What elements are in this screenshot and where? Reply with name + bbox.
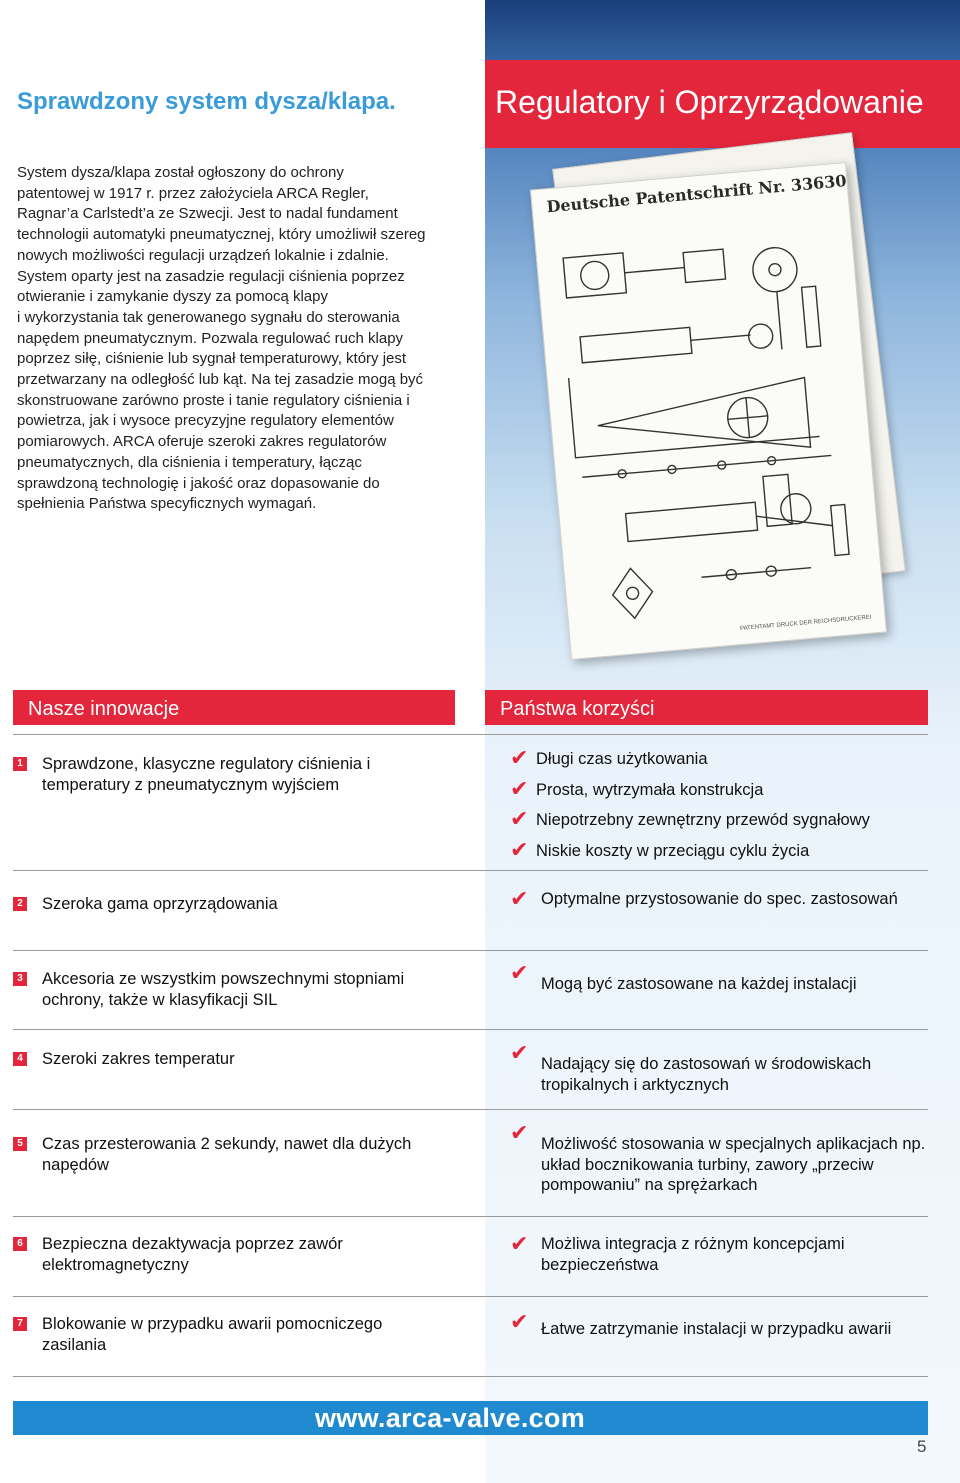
divider [13, 1109, 928, 1110]
benefit-text: Nadający się do zastosowań w środowiskach tropikalnych i arktycznych [541, 1055, 872, 1094]
innovation-text: Bezpieczna dezaktywacja poprzez zawór elektromagnetyczny [42, 1235, 343, 1274]
check-icon: ✔ [510, 960, 529, 985]
intro-line: System dysza/klapa został ogłoszony do ochrony [17, 164, 344, 181]
intro-line: poprzez siłę, ciśnienie lub sygnał temperaturowy, który jest [17, 350, 407, 368]
benefit-text: Mogą być zastosowane na każdej instalacji [541, 975, 857, 993]
patent-drawing [541, 204, 876, 639]
benefit-text: Długi czas użytkowania [536, 750, 708, 768]
benefit-text: Niskie koszty w przeciągu cyklu życia [536, 841, 810, 860]
page-title: Regulatory i Oprzyrządowanie [495, 84, 924, 120]
intro-line: Ragnar’a Carlstedt’a ze Szwecji. Jest to nadal fundament [17, 205, 398, 223]
benefit-text: Niepotrzebny zewnętrzny przewód sygnałowy [536, 811, 870, 829]
intro-line: nowych możliwości regulacji urządzeń lokalnie i zdalnie. [17, 246, 389, 264]
divider [13, 950, 928, 951]
check-icon: ✔ [510, 1040, 529, 1065]
benefit-item [510, 745, 928, 780]
number-badge: 1 [13, 757, 27, 771]
patent-sheet-front [530, 162, 887, 660]
intro-line: sprawdzoną technologię i jakość oraz dopasowanie do [17, 474, 380, 492]
benefit-item [510, 836, 928, 872]
benefit-item [510, 775, 928, 811]
intro-line: przetwarzany na odległość lub kąt. Na tej zasadzie mogą być [17, 371, 424, 389]
page-number: 5 [917, 1437, 927, 1456]
benefit-group [510, 745, 928, 871]
intro-line: powietrza, jak i wysoce precyzyjne regulatory elementów [17, 412, 394, 430]
number-badge: 7 [13, 1317, 27, 1331]
innovation-text: Szeroki zakres temperatur [42, 1050, 235, 1068]
innovation-text: Czas przesterowania 2 sekundy, nawet dla dużych napędów [42, 1135, 412, 1174]
benefit-item [510, 806, 928, 841]
benefit-text: Możliwa integracja z różnym koncepcjami bezpieczeństwa [541, 1235, 845, 1274]
benefit-text: Optymalne przystosowanie do spec. zastosowań [541, 890, 898, 908]
number-badge: 6 [13, 1237, 27, 1251]
check-icon: ✔ [510, 886, 529, 911]
intro-line: System oparty jest na zasadzie regulacji ciśnienia poprzez [17, 267, 405, 285]
number-badge: 2 [13, 897, 27, 911]
divider [13, 734, 928, 735]
benefits-header-label: Państwa korzyści [500, 698, 655, 720]
check-icon: ✔ [510, 775, 529, 801]
innovation-text: Akcesoria ze wszystkim powszechnymi stopniami ochrony, także w klasyfikacji SIL [42, 970, 405, 1009]
patent-image [520, 145, 940, 670]
divider [13, 1296, 928, 1297]
benefits-header [485, 690, 928, 725]
website-link[interactable]: www.arca-valve.com [315, 1403, 586, 1433]
intro-line: patentowej w 1917 r. przez założyciela ARCA Regler, [17, 184, 369, 202]
divider [13, 1376, 928, 1377]
innovations-header-label: Nasze innowacje [28, 698, 180, 720]
intro-line: i wykorzystania tak generowanego sygnału do sterowania [17, 308, 400, 326]
benefit-text: Łatwe zatrzymanie instalacji w przypadku awarii [541, 1320, 892, 1338]
intro-line: spełnienia Państwa specyficznych wymagań. [17, 495, 317, 513]
intro-line: napędem pneumatycznym. Pozwala regulować ruch klapy [17, 329, 404, 347]
intro-text [17, 163, 465, 515]
innovation-text: Blokowanie w przypadku awarii pomocniczego zasilania [42, 1315, 383, 1354]
intro-line: otwieranie i zamykanie dyszy za pomocą klapy [17, 288, 328, 306]
footer-bar [13, 1401, 928, 1435]
benefit-text: Możliwość stosowania w specjalnych aplikacjach np. układ bocznikowania turbiny, zawory „przeciw pompowaniu” na sprężarkach [541, 1135, 926, 1194]
innovations-header [13, 690, 455, 725]
benefit-text: Prosta, wytrzymała konstrukcja [536, 780, 764, 799]
intro-line: pomiarowych. ARCA oferuje szeroki zakres regulatorów [17, 433, 387, 451]
check-icon: ✔ [510, 745, 529, 770]
intro-line: pneumatycznych, dla ciśnienia i temperatury, łącząc [17, 453, 362, 471]
section-title: Sprawdzony system dysza/klapa. [17, 88, 396, 115]
header-band [485, 60, 960, 148]
check-icon: ✔ [510, 836, 529, 862]
number-badge: 3 [13, 972, 27, 986]
intro-line: technologii automatyki pneumatycznej, który umożliwił szereg [17, 226, 426, 244]
check-icon: ✔ [510, 1231, 529, 1256]
check-icon: ✔ [510, 1120, 529, 1145]
innovation-text: Szeroka gama oprzyrządowania [42, 895, 278, 913]
intro-line: skonstruowane zarówno proste i tanie regulatory ciśnienia i [17, 391, 410, 409]
divider [13, 1216, 928, 1217]
innovation-text: Sprawdzone, klasyczne regulatory ciśnienia i temperatury z pneumatycznym wyjściem [42, 755, 371, 794]
check-icon: ✔ [510, 806, 529, 831]
number-badge: 5 [13, 1137, 27, 1151]
patent-footer: PATENTAMT DRUCK DER REICHSDRUCKEREI [739, 614, 872, 633]
check-icon: ✔ [510, 1309, 529, 1334]
divider [13, 1029, 928, 1030]
patent-title: Deutsche Patentschrift Nr. 336305 [545, 170, 859, 217]
number-badge: 4 [13, 1052, 27, 1066]
